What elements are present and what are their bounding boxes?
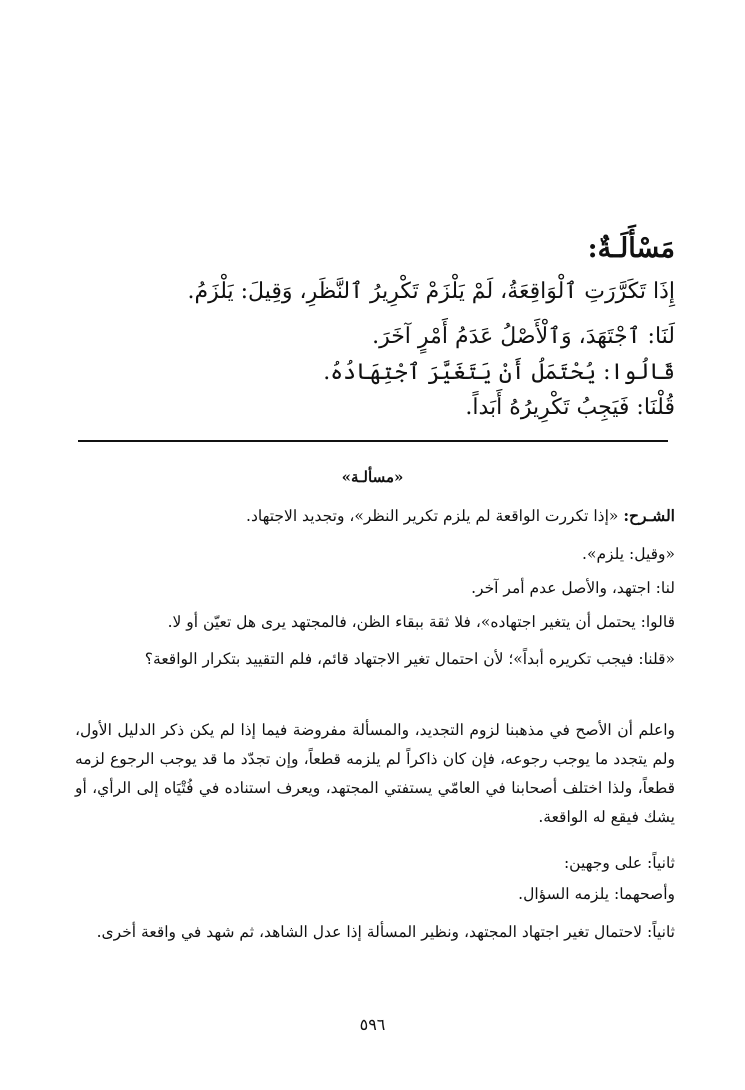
matn-line-4: قُلْنَا: فَيَجِبُ تَكْرِيرُهُ أَبَداً. bbox=[465, 395, 675, 420]
page-number: ٥٩٦ bbox=[359, 1015, 386, 1034]
commentary-paragraph-8: وأصحهما: يلزمه السؤال. bbox=[518, 885, 675, 903]
matn-line-3: قَالُوا: يُحْتَمَلُ أَنْ يَتَغَيَّرَ ٱجْتِهَادُهُ. bbox=[323, 360, 675, 385]
matn-title: مَسْأَلَـةٌ: bbox=[587, 233, 675, 264]
commentary-paragraph-6: واعلم أن الأصح في مذهبنا لزوم التجديد، والمسألة مفروضة فيما إذا لم يكن ذكر الدليل الأول، ولم يتجدد ما يوجب رجوعه، فإن كان ذاكراً لم يلزمه قطعاً، وإن تجدّد ما قد يوجب الرجوع لزمه قطعاً، ولذا اختلف أصحابنا في العامّي يستفتي المجتهد، ويعرف استناده في فُتْيَاه إلى الرأي، أو يشك فيقع له الواقعة. bbox=[75, 721, 675, 826]
commentary-heading: «مسألـة» bbox=[341, 468, 404, 486]
commentary-paragraph-2: «وقيل: يلزم». bbox=[582, 545, 675, 563]
separator-rule bbox=[78, 440, 668, 442]
commentary-paragraph-3: لنا: اجتهد، والأصل عدم أمر آخر. bbox=[471, 579, 675, 597]
commentary-paragraph-5: «قلنا: فيجب تكريره أبداً»؛ لأن احتمال تغير الاجتهاد قائم، فلم التقييد بتكرار الواقعة؟ bbox=[144, 650, 675, 668]
commentary-label: الشـرح: bbox=[623, 506, 675, 525]
matn-line-1: إِذَا تَكَرَّرَتِ ٱلْوَاقِعَةُ، لَمْ يَلْزَمْ تَكْرِيرُ ٱلنَّظَرِ، وَقِيلَ: يَلْزَمُ. bbox=[187, 279, 675, 304]
commentary-paragraph-4: قالوا: يحتمل أن يتغير اجتهاده»، فلا ثقة ببقاء الظن، فالمجتهد يرى هل تعيّن أو لا. bbox=[167, 613, 675, 631]
matn-line-2: لَنَا: ٱجْتَهَدَ، وَٱلْأَصْلُ عَدَمُ أَمْرٍ آخَرَ. bbox=[372, 324, 675, 349]
commentary-paragraph-1-text: «إذا تكررت الواقعة لم يلزم تكرير النظر»، وتجديد الاجتهاد. bbox=[246, 507, 619, 525]
commentary-paragraph-7: ثانياً: على وجهين: bbox=[563, 854, 675, 872]
commentary-paragraph-1 bbox=[75, 501, 675, 531]
commentary-paragraph-9: ثانياً: لاحتمال تغير اجتهاد المجتهد، ونظير المسألة إذا عدل الشاهد، ثم شهد في واقعة أخرى. bbox=[96, 923, 675, 941]
